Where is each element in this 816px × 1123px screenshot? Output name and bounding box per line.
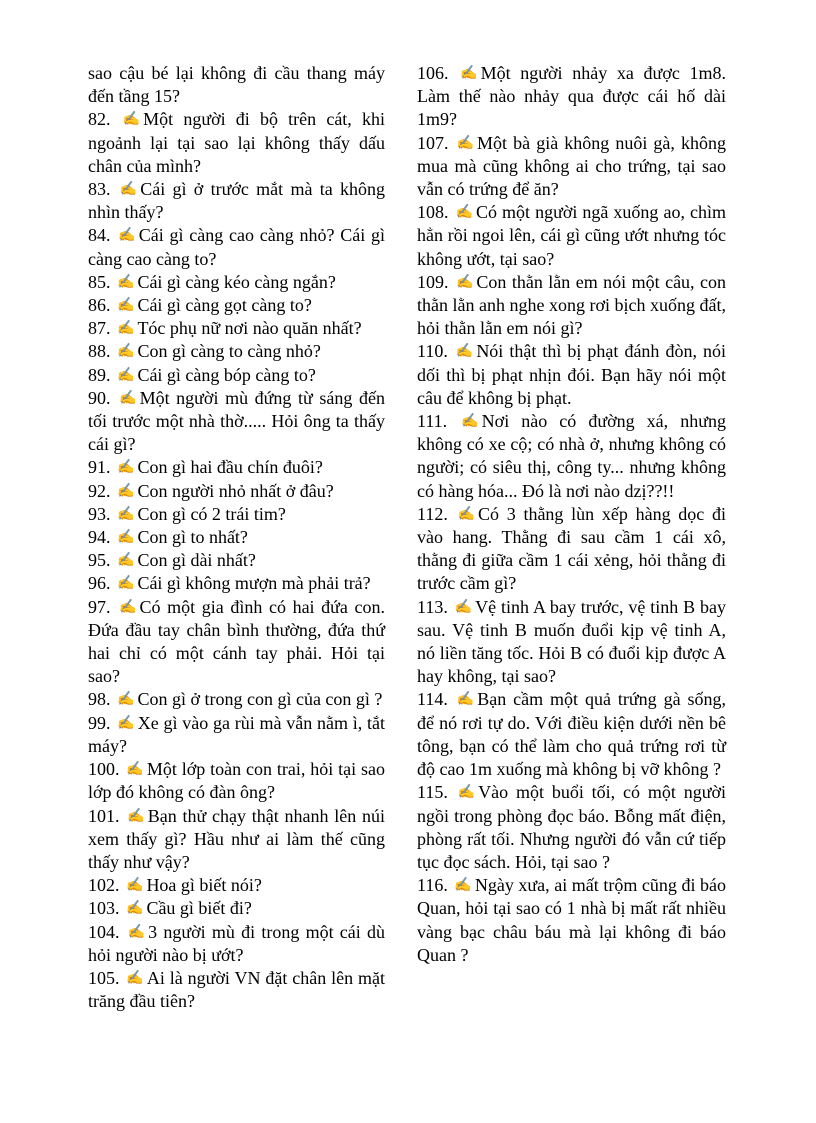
writing-hand-icon: ✍ <box>454 878 472 894</box>
writing-hand-icon: ✍ <box>117 530 135 546</box>
riddle-text: Cầu gì biết đi? <box>146 898 252 919</box>
riddle-item <box>88 967 385 1013</box>
riddle-text: Có một người ngã xuống ao, chìm hẳn rồi ngoi lên, cái gì cũng ướt nhưng tóc không ướt, tại sao? <box>417 202 726 269</box>
writing-hand-icon: ✍ <box>456 135 475 151</box>
writing-hand-icon: ✍ <box>454 599 473 615</box>
riddle-number: 87. <box>88 318 111 339</box>
riddle-item <box>88 178 385 224</box>
riddle-text: Con gì ở trong con gì của con gì ? <box>137 689 383 710</box>
riddle-item <box>417 596 726 689</box>
riddle-number: 112. <box>417 503 448 524</box>
writing-hand-icon: ✍ <box>117 483 135 499</box>
riddle-item <box>417 340 726 410</box>
writing-hand-icon: ✍ <box>126 901 144 917</box>
riddle-number: 86. <box>88 295 111 316</box>
riddle-text: sao cậu bé lại không đi cầu thang máy đến tầng 15? <box>88 63 385 107</box>
writing-hand-icon: ✍ <box>117 321 135 337</box>
riddle-text: Con gì có 2 trái tim? <box>137 503 286 524</box>
writing-hand-icon: ✍ <box>117 274 135 290</box>
riddle-text: Một lớp toàn con trai, hỏi tại sao lớp đó không có đàn ông? <box>88 759 385 803</box>
riddle-item <box>88 108 385 178</box>
writing-hand-icon: ✍ <box>117 692 135 708</box>
riddle-text: Cái gì càng bóp càng to? <box>137 364 316 385</box>
writing-hand-icon: ✍ <box>455 344 474 360</box>
writing-hand-icon: ✍ <box>457 506 475 522</box>
writing-hand-icon: ✍ <box>119 390 137 406</box>
riddle-text: Nơi nào có đường xá, nhưng không có xe cộ; có nhà ở, nhưng không có người; có siêu thị, công ty... nhưng không có hàng hóa... Đó là nơi nào dzị??!! <box>417 411 726 501</box>
writing-hand-icon: ✍ <box>119 182 138 198</box>
writing-hand-icon: ✍ <box>117 715 135 731</box>
riddle-number: 107. <box>417 132 449 153</box>
riddle-number: 90. <box>88 387 111 408</box>
riddle-text: Con gì to nhất? <box>137 527 248 548</box>
riddle-text: Vệ tinh A bay trước, vệ tinh B bay sau. Vệ tinh B muốn đuổi kịp vệ tinh A, nó liền tăng tốc. Hỏi B có đuổi kịp được A hay không, tại sao? <box>417 596 726 687</box>
riddle-text: Ngày xưa, ai mất trộm cũng đi báo Quan, hỏi tại sao có 1 nhà bị mất rất nhiều vàng bạc châu báu mà lại không đi báo Quan ? <box>417 875 727 965</box>
riddle-text: Con gì dài nhất? <box>137 550 256 571</box>
writing-hand-icon: ✍ <box>126 970 144 986</box>
riddle-number: 111. <box>417 411 448 432</box>
riddle-number: 97. <box>88 596 111 617</box>
writing-hand-icon: ✍ <box>456 692 475 708</box>
writing-hand-icon: ✍ <box>118 228 136 244</box>
riddle-item <box>417 271 726 341</box>
riddle-item <box>88 503 385 526</box>
riddle-number: 103. <box>88 898 120 919</box>
riddle-number: 84. <box>88 225 111 246</box>
riddle-text: Cái gì càng kéo càng ngắn? <box>137 271 336 292</box>
riddle-item <box>88 897 385 920</box>
riddle-text: Cái gì ở trước mắt mà ta không nhìn thấy? <box>88 179 386 223</box>
riddle-item <box>88 572 385 595</box>
riddle-text: Xe gì vào ga rùi mà vẫn nằm ì, tắt máy? <box>88 712 385 756</box>
writing-hand-icon: ✍ <box>117 367 135 383</box>
riddle-item <box>88 387 385 457</box>
riddle-item <box>417 688 726 781</box>
riddle-item <box>88 688 385 711</box>
riddle-number: 116. <box>417 875 448 896</box>
riddle-item <box>88 224 385 270</box>
riddle-number: 85. <box>88 271 111 292</box>
riddle-number: 102. <box>88 875 120 896</box>
riddle-number: 88. <box>88 341 111 362</box>
riddle-text: Có một gia đình có hai đứa con. Đứa đầu tay chân bình thường, đứa thứ hai chỉ có một cánh tay phải. Hỏi tại sao? <box>88 596 385 687</box>
writing-hand-icon: ✍ <box>117 553 135 569</box>
writing-hand-icon: ✍ <box>117 506 135 522</box>
riddle-number: 106. <box>417 63 449 83</box>
riddle-text: Có 3 thằng lùn xếp hàng dọc đi vào hang. Thằng đi sau cầm 1 cái xô, thằng đi giữa cầm 1 cái xẻng, hỏi thằng đi trước cầm gì? <box>417 503 726 594</box>
riddle-text: Con thằn lằn em nói một câu, con thằn lằn anh nghe xong rơi bịch xuống đất, hỏi thằn lằn em nói gì? <box>417 271 726 339</box>
riddle-text: Con người nhỏ nhất ở đâu? <box>137 480 334 501</box>
riddle-item <box>88 294 385 317</box>
writing-hand-icon: ✍ <box>127 808 145 824</box>
riddle-item <box>417 503 726 596</box>
riddle-number: 101. <box>88 805 120 826</box>
riddle-number: 92. <box>88 480 111 501</box>
riddle-item <box>417 781 726 874</box>
writing-hand-icon: ✍ <box>455 274 474 290</box>
riddle-item <box>417 62 726 132</box>
riddle-number: 96. <box>88 573 111 594</box>
writing-hand-icon: ✍ <box>122 112 141 128</box>
riddle-text: Tóc phụ nữ nơi nào quăn nhất? <box>137 318 362 339</box>
writing-hand-icon: ✍ <box>127 924 146 940</box>
riddle-number: 113. <box>417 596 448 617</box>
writing-hand-icon: ✍ <box>117 298 135 314</box>
writing-hand-icon: ✍ <box>460 66 478 81</box>
riddle-text: Một người mù đứng từ sáng đến tối trước một nhà thờ..... Hỏi ông ta thấy cái gì? <box>88 387 386 455</box>
writing-hand-icon: ✍ <box>117 344 135 360</box>
riddle-text: 3 người mù đi trong một cái dù hỏi người nào bị ướt? <box>88 921 385 965</box>
riddle-item <box>88 596 385 689</box>
writing-hand-icon: ✍ <box>455 205 473 221</box>
riddle-item <box>88 549 385 572</box>
riddle-number: 100. <box>88 759 120 780</box>
riddle-number: 98. <box>88 689 111 710</box>
riddle-item <box>88 340 385 363</box>
riddle-number: 83. <box>88 179 111 200</box>
riddle-item <box>88 805 385 875</box>
riddle-item <box>88 456 385 479</box>
left-column <box>88 62 385 1013</box>
riddle-text: Một bà già không nuôi gà, không mua mà cũng không ai cho trứng, tại sao vẫn có trứng để ăn? <box>417 132 727 200</box>
riddle-number: 109. <box>417 271 449 292</box>
riddle-number: 82. <box>88 109 111 130</box>
writing-hand-icon: ✍ <box>126 878 144 894</box>
riddle-text: Hoa gì biết nói? <box>146 875 262 896</box>
riddle-item <box>417 410 726 503</box>
riddle-item <box>417 874 726 967</box>
riddle-item <box>417 201 726 271</box>
writing-hand-icon: ✍ <box>457 785 476 801</box>
riddle-item <box>88 874 385 897</box>
riddle-text: Một người nhảy xa được 1m8. Làm thế nào nhảy qua được cái hố dài 1m9? <box>417 63 726 130</box>
writing-hand-icon: ✍ <box>117 576 135 592</box>
riddle-text: Ai là người VN đặt chân lên mặt trăng đầu tiên? <box>88 967 386 1012</box>
riddle-item <box>88 480 385 503</box>
riddle-number: 99. <box>88 712 111 733</box>
riddle-text: Con gì càng to càng nhỏ? <box>137 341 321 362</box>
writing-hand-icon: ✍ <box>461 414 479 430</box>
riddle-text: Cái gì không mượn mà phải trả? <box>137 573 371 594</box>
writing-hand-icon: ✍ <box>117 460 135 476</box>
riddle-text: Nói thật thì bị phạt đánh đòn, nói dối thì bị phạt nhịn đói. Bạn hãy nói một câu để không bị phạt. <box>417 341 726 408</box>
riddle-number: 91. <box>88 457 111 478</box>
riddle-number: 93. <box>88 503 111 524</box>
riddle-item <box>417 132 726 202</box>
riddle-item <box>88 758 385 804</box>
riddle-text: Bạn thử chạy thật nhanh lên núi xem thấy gì? Hầu như ai làm thế cũng thấy như vậy? <box>88 805 385 872</box>
riddle-item <box>88 526 385 549</box>
right-column <box>417 62 726 967</box>
riddle-text: Cái gì càng cao càng nhỏ? Cái gì càng cao càng to? <box>88 225 386 269</box>
riddle-item <box>88 921 385 967</box>
riddle-text: Bạn cầm một quả trứng gà sống, để nó rơi tự do. Với điều kiện dưới nền bê tông, bạn có thể làm cho quả trứng rơi từ độ cao 1m xuống mà không bị vỡ không ? <box>417 689 727 780</box>
riddle-continuation <box>88 62 385 108</box>
riddle-item <box>88 317 385 340</box>
riddle-number: 94. <box>88 527 111 548</box>
riddle-number: 104. <box>88 921 120 942</box>
riddle-text: Vào một buổi tối, có một người ngồi trong phòng đọc báo. Bỗng mất điện, phòng rất tối. Nhưng người đó vẫn cứ tiếp tục đọc sách. Hỏi, tại sao ? <box>417 782 727 872</box>
writing-hand-icon: ✍ <box>126 762 144 778</box>
riddle-text: Con gì hai đầu chín đuôi? <box>137 457 323 478</box>
riddle-text: Một người đi bộ trên cát, khi ngoảnh lại tại sao lại không thấy dấu chân của mình? <box>88 109 385 176</box>
riddle-number: 105. <box>88 967 120 988</box>
riddle-number: 115. <box>417 782 448 803</box>
riddle-number: 108. <box>417 202 449 223</box>
riddle-item <box>88 712 385 758</box>
riddle-text: Cái gì càng gọt càng to? <box>137 295 312 316</box>
riddle-number: 89. <box>88 364 111 385</box>
riddle-item <box>88 271 385 294</box>
riddle-number: 110. <box>417 341 448 362</box>
riddle-number: 95. <box>88 550 111 571</box>
riddle-item <box>88 364 385 387</box>
riddle-number: 114. <box>417 689 448 710</box>
writing-hand-icon: ✍ <box>119 599 137 615</box>
